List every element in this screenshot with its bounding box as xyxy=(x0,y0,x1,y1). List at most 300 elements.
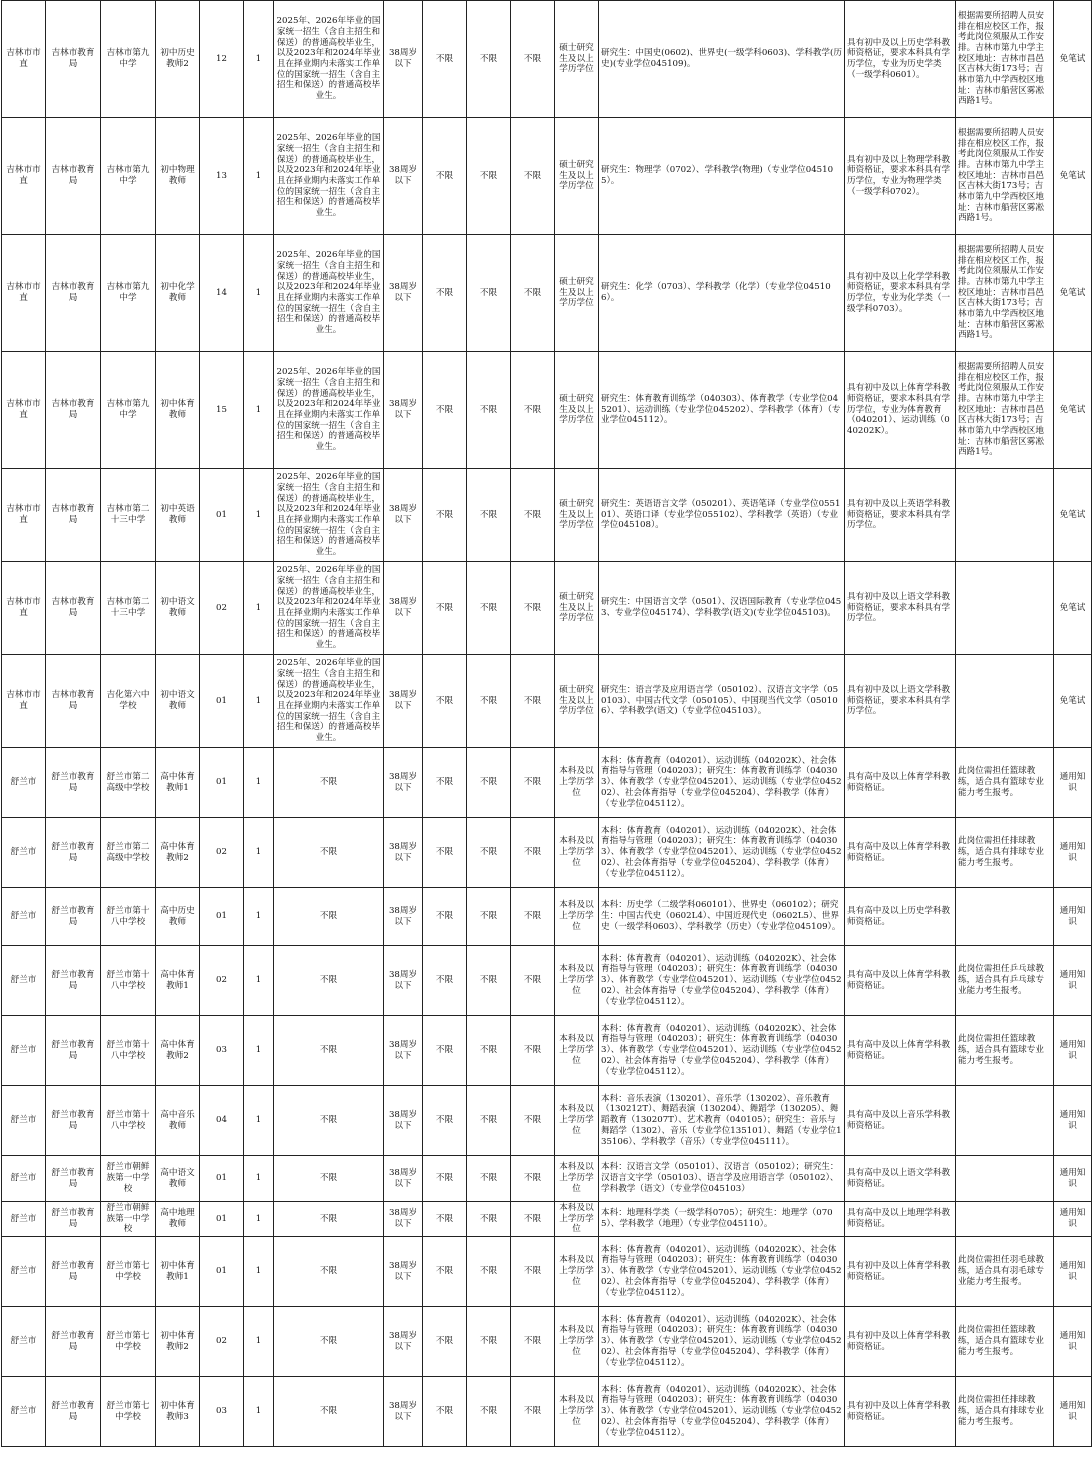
condition-cell: 不限 xyxy=(467,655,511,748)
headcount-cell: 1 xyxy=(244,1307,274,1377)
major-requirements-cell: 本科：历史学（二级学科060101）、世界史（060102）；研究生：中国古代史（0602L4）、中国近现代史（0602L5）、世界史（一级学科0603）、学科教学（历史）（专业学位045109）。 xyxy=(599,888,845,946)
qualification-cell: 具有高中及以上体育学科教师资格证。 xyxy=(845,748,956,818)
region-cell: 舒兰市 xyxy=(2,1086,46,1156)
applicant-scope-cell: 不限 xyxy=(274,748,384,818)
major-requirements-cell: 研究生：物理学（0702）、学科教学(物理)（专业学位045105）。 xyxy=(599,118,845,235)
qualification-cell: 具有高中及以上语文学科教师资格证。 xyxy=(845,1156,956,1202)
age-cell: 38周岁以下 xyxy=(384,888,423,946)
exam-type-cell: 通用知识 xyxy=(1054,1202,1092,1237)
position-code-cell: 01 xyxy=(200,748,244,818)
applicant-scope-cell: 2025年、2026年毕业的国家统一招生（含自主招生和保送）的普通高校毕业生，以及2023年和2024年毕业且在择业期内未落实工作单位的国家统一招生（含自主招生和保送）的普通高校毕业生。 xyxy=(274,655,384,748)
headcount-cell: 1 xyxy=(244,946,274,1016)
remarks-cell: 此岗位需担任篮球教练，适合具有篮球专业能力考生报考。 xyxy=(956,1307,1054,1377)
position-code-cell: 04 xyxy=(200,1086,244,1156)
applicant-scope-cell: 不限 xyxy=(274,1307,384,1377)
major-requirements-cell: 研究生：英语语言文学（050201）、英语笔译（专业学位055101）、英语口译（专业学位055102）、学科教学（英语）（专业学位045108）。 xyxy=(599,469,845,562)
school-cell: 吉化第六中学校 xyxy=(101,655,156,748)
exam-type-cell: 免笔试 xyxy=(1054,1,1092,118)
school-cell: 舒兰市第七中学校 xyxy=(101,1307,156,1377)
age-cell: 38周岁以下 xyxy=(384,1156,423,1202)
table-row xyxy=(2,1307,1092,1377)
region-cell: 舒兰市 xyxy=(2,1202,46,1237)
table-row xyxy=(2,1086,1092,1156)
education-cell: 硕士研究生及以上学历学位 xyxy=(555,118,599,235)
position-cell: 初中体育教师1 xyxy=(156,1237,200,1307)
qualification-cell: 具有初中及以上化学学科教师资格证，要求本科具有学历学位，专业为化学类（一级学科0703）。 xyxy=(845,235,956,352)
school-cell: 吉林市第二十三中学 xyxy=(101,469,156,562)
condition-cell: 不限 xyxy=(511,946,555,1016)
condition-cell: 不限 xyxy=(511,469,555,562)
department-cell: 吉林市教育局 xyxy=(46,352,101,469)
remarks-cell xyxy=(956,1156,1054,1202)
condition-cell: 不限 xyxy=(467,562,511,655)
department-cell: 舒兰市教育局 xyxy=(46,748,101,818)
age-cell: 38周岁以下 xyxy=(384,562,423,655)
condition-cell: 不限 xyxy=(511,118,555,235)
age-cell: 38周岁以下 xyxy=(384,1016,423,1086)
education-cell: 本科及以上学历学位 xyxy=(555,818,599,888)
table-row xyxy=(2,1,1092,118)
education-cell: 本科及以上学历学位 xyxy=(555,1156,599,1202)
department-cell: 舒兰市教育局 xyxy=(46,1377,101,1447)
qualification-cell: 具有初中及以上体育学科教师资格证。 xyxy=(845,1377,956,1447)
school-cell: 舒兰市第十八中学校 xyxy=(101,1086,156,1156)
position-cell: 高中音乐教师 xyxy=(156,1086,200,1156)
condition-cell: 不限 xyxy=(467,1377,511,1447)
age-cell: 38周岁以下 xyxy=(384,352,423,469)
headcount-cell: 1 xyxy=(244,1086,274,1156)
position-cell: 初中体育教师3 xyxy=(156,1377,200,1447)
exam-type-cell: 通用知识 xyxy=(1054,1156,1092,1202)
major-requirements-cell: 研究生：语言学及应用语言学（050102）、汉语言文字学（050103）、中国古代文学（050105）、中国现当代文学（050106）、学科教学(语文)（专业学位045103）。 xyxy=(599,655,845,748)
condition-cell: 不限 xyxy=(423,818,467,888)
department-cell: 舒兰市教育局 xyxy=(46,888,101,946)
table-row xyxy=(2,235,1092,352)
exam-type-cell: 通用知识 xyxy=(1054,946,1092,1016)
education-cell: 本科及以上学历学位 xyxy=(555,1202,599,1237)
region-cell: 舒兰市 xyxy=(2,1377,46,1447)
applicant-scope-cell: 不限 xyxy=(274,1377,384,1447)
condition-cell: 不限 xyxy=(467,888,511,946)
qualification-cell: 具有高中及以上地理学科教师资格证。 xyxy=(845,1202,956,1237)
remarks-cell: 此岗位需担任乒乓球教练，适合具有乒乓球专业能力考生报考。 xyxy=(956,946,1054,1016)
condition-cell: 不限 xyxy=(467,469,511,562)
condition-cell: 不限 xyxy=(467,1237,511,1307)
department-cell: 舒兰市教育局 xyxy=(46,1202,101,1237)
exam-type-cell: 通用知识 xyxy=(1054,888,1092,946)
age-cell: 38周岁以下 xyxy=(384,1086,423,1156)
exam-type-cell: 免笔试 xyxy=(1054,562,1092,655)
applicant-scope-cell: 2025年、2026年毕业的国家统一招生（含自主招生和保送）的普通高校毕业生，以及2023年和2024年毕业且在择业期内未落实工作单位的国家统一招生（含自主招生和保送）的普通高校毕业生。 xyxy=(274,235,384,352)
qualification-cell: 具有初中及以上体育学科教师资格证，要求本科具有学历学位，专业为体育教育（040201）、运动训练（040202K）。 xyxy=(845,352,956,469)
qualification-cell: 具有高中及以上体育学科教师资格证。 xyxy=(845,946,956,1016)
position-code-cell: 01 xyxy=(200,655,244,748)
region-cell: 吉林市市直 xyxy=(2,469,46,562)
major-requirements-cell: 研究生：中国史(0602)、世界史(一级学科0603)、学科教学(历史)(专业学位045109)。 xyxy=(599,1,845,118)
position-cell: 初中体育教师 xyxy=(156,352,200,469)
table-row xyxy=(2,1156,1092,1202)
position-cell: 初中物理教师 xyxy=(156,118,200,235)
table-row xyxy=(2,655,1092,748)
major-requirements-cell: 本科：地理科学类（一级学科0705）；研究生：地理学（0705）、学科教学（地理）（专业学位045110）。 xyxy=(599,1202,845,1237)
headcount-cell: 1 xyxy=(244,655,274,748)
headcount-cell: 1 xyxy=(244,748,274,818)
education-cell: 本科及以上学历学位 xyxy=(555,1377,599,1447)
table-row xyxy=(2,118,1092,235)
table-row xyxy=(2,469,1092,562)
condition-cell: 不限 xyxy=(423,1202,467,1237)
exam-type-cell: 通用知识 xyxy=(1054,818,1092,888)
education-cell: 本科及以上学历学位 xyxy=(555,1307,599,1377)
exam-type-cell: 通用知识 xyxy=(1054,1377,1092,1447)
remarks-cell: 此岗位需担任篮球教练，适合具有篮球专业能力考生报考。 xyxy=(956,748,1054,818)
education-cell: 硕士研究生及以上学历学位 xyxy=(555,352,599,469)
headcount-cell: 1 xyxy=(244,1237,274,1307)
region-cell: 吉林市市直 xyxy=(2,352,46,469)
department-cell: 吉林市教育局 xyxy=(46,655,101,748)
position-code-cell: 02 xyxy=(200,1307,244,1377)
age-cell: 38周岁以下 xyxy=(384,655,423,748)
education-cell: 硕士研究生及以上学历学位 xyxy=(555,235,599,352)
condition-cell: 不限 xyxy=(511,655,555,748)
position-code-cell: 12 xyxy=(200,1,244,118)
remarks-cell xyxy=(956,1202,1054,1237)
school-cell: 舒兰市第十八中学校 xyxy=(101,888,156,946)
age-cell: 38周岁以下 xyxy=(384,118,423,235)
applicant-scope-cell: 不限 xyxy=(274,946,384,1016)
exam-type-cell: 免笔试 xyxy=(1054,469,1092,562)
condition-cell: 不限 xyxy=(511,1202,555,1237)
exam-type-cell: 免笔试 xyxy=(1054,118,1092,235)
region-cell: 舒兰市 xyxy=(2,748,46,818)
position-cell: 初中体育教师2 xyxy=(156,1307,200,1377)
region-cell: 舒兰市 xyxy=(2,818,46,888)
applicant-scope-cell: 2025年、2026年毕业的国家统一招生（含自主招生和保送）的普通高校毕业生，以及2023年和2024年毕业且在择业期内未落实工作单位的国家统一招生（含自主招生和保送）的普通高校毕业生。 xyxy=(274,469,384,562)
remarks-cell: 此岗位需担任排球教练，适合具有排球专业能力考生报考。 xyxy=(956,1377,1054,1447)
condition-cell: 不限 xyxy=(467,118,511,235)
major-requirements-cell: 研究生：中国语言文学（0501）、汉语国际教育（专业学位0453、专业学位045174）、学科教学(语文)(专业学位045103)。 xyxy=(599,562,845,655)
qualification-cell: 具有高中及以上体育学科教师资格证。 xyxy=(845,818,956,888)
applicant-scope-cell: 不限 xyxy=(274,1016,384,1086)
age-cell: 38周岁以下 xyxy=(384,1377,423,1447)
table-row xyxy=(2,562,1092,655)
condition-cell: 不限 xyxy=(423,469,467,562)
remarks-cell: 根据需要所招聘人员安排在相应校区工作，报考此岗位须服从工作安排。吉林市第九中学主校区地址：吉林市昌邑区吉林大街173号；吉林市第九中学西校区地址：吉林市船营区雾凇西路1号。 xyxy=(956,118,1054,235)
qualification-cell: 具有高中及以上历史学科教师资格证。 xyxy=(845,888,956,946)
qualification-cell: 具有初中及以上物理学科教师资格证，要求本科具有学历学位，专业为物理学类（一级学科0702）。 xyxy=(845,118,956,235)
major-requirements-cell: 本科：体育教育（040201）、运动训练（040202K）、社会体育指导与管理（040203）；研究生：体育教育训练学（040303）、体育教学（专业学位045201）、运动训练（专业学位045202）、社会体育指导（专业学位045204）、学科教学（体育）（专业学位045112）。 xyxy=(599,818,845,888)
remarks-cell xyxy=(956,1086,1054,1156)
major-requirements-cell: 本科：音乐表演（130201）、音乐学（130202）、音乐教育（130212T）、舞蹈表演（130204）、舞蹈学（130205）、舞蹈教育（130207T）、艺术教育（040105）；研究生：音乐与舞蹈学（1302）、音乐（专业学位135101）、舞蹈（专业学位135106）、学科教学（音乐）（专业学位045111）。 xyxy=(599,1086,845,1156)
headcount-cell: 1 xyxy=(244,888,274,946)
table-row xyxy=(2,946,1092,1016)
department-cell: 吉林市教育局 xyxy=(46,469,101,562)
school-cell: 舒兰市第二高级中学校 xyxy=(101,748,156,818)
condition-cell: 不限 xyxy=(467,352,511,469)
headcount-cell: 1 xyxy=(244,118,274,235)
condition-cell: 不限 xyxy=(423,946,467,1016)
position-code-cell: 01 xyxy=(200,469,244,562)
headcount-cell: 1 xyxy=(244,1156,274,1202)
region-cell: 舒兰市 xyxy=(2,946,46,1016)
major-requirements-cell: 研究生：化学（0703）、学科教学（化学）（专业学位045106）。 xyxy=(599,235,845,352)
position-code-cell: 02 xyxy=(200,818,244,888)
position-cell: 初中语文教师 xyxy=(156,655,200,748)
condition-cell: 不限 xyxy=(423,1016,467,1086)
table-row xyxy=(2,1237,1092,1307)
position-cell: 初中历史教师2 xyxy=(156,1,200,118)
condition-cell: 不限 xyxy=(511,562,555,655)
department-cell: 舒兰市教育局 xyxy=(46,1086,101,1156)
department-cell: 吉林市教育局 xyxy=(46,1,101,118)
region-cell: 舒兰市 xyxy=(2,1307,46,1377)
condition-cell: 不限 xyxy=(423,1307,467,1377)
education-cell: 本科及以上学历学位 xyxy=(555,1086,599,1156)
condition-cell: 不限 xyxy=(467,946,511,1016)
qualification-cell: 具有初中及以上语文学科教师资格证，要求本科具有学历学位。 xyxy=(845,655,956,748)
major-requirements-cell: 本科：体育教育（040201）、运动训练（040202K）、社会体育指导与管理（040203）；研究生：体育教育训练学（040303）、体育教学（专业学位045201）、运动训练（专业学位045202）、社会体育指导（专业学位045204）、学科教学（体育）（专业学位045112）。 xyxy=(599,1377,845,1447)
region-cell: 舒兰市 xyxy=(2,1156,46,1202)
condition-cell: 不限 xyxy=(423,562,467,655)
department-cell: 舒兰市教育局 xyxy=(46,1016,101,1086)
condition-cell: 不限 xyxy=(467,1202,511,1237)
school-cell: 吉林市第九中学 xyxy=(101,352,156,469)
education-cell: 本科及以上学历学位 xyxy=(555,748,599,818)
position-cell: 高中历史教师 xyxy=(156,888,200,946)
condition-cell: 不限 xyxy=(511,1016,555,1086)
remarks-cell xyxy=(956,469,1054,562)
position-code-cell: 02 xyxy=(200,562,244,655)
headcount-cell: 1 xyxy=(244,1202,274,1237)
condition-cell: 不限 xyxy=(467,235,511,352)
education-cell: 硕士研究生及以上学历学位 xyxy=(555,655,599,748)
position-code-cell: 01 xyxy=(200,1202,244,1237)
remarks-cell xyxy=(956,655,1054,748)
age-cell: 38周岁以下 xyxy=(384,1307,423,1377)
condition-cell: 不限 xyxy=(467,748,511,818)
table-row xyxy=(2,1377,1092,1447)
school-cell: 舒兰市朝鲜族第一中学校 xyxy=(101,1156,156,1202)
remarks-cell: 根据需要所招聘人员安排在相应校区工作，报考此岗位须服从工作安排。吉林市第九中学主校区地址：吉林市昌邑区吉林大街173号；吉林市第九中学西校区地址：吉林市船营区雾凇西路1号。 xyxy=(956,352,1054,469)
qualification-cell: 具有高中及以上体育学科教师资格证。 xyxy=(845,1016,956,1086)
exam-type-cell: 免笔试 xyxy=(1054,235,1092,352)
school-cell: 舒兰市第十八中学校 xyxy=(101,946,156,1016)
headcount-cell: 1 xyxy=(244,1377,274,1447)
condition-cell: 不限 xyxy=(423,118,467,235)
headcount-cell: 1 xyxy=(244,818,274,888)
region-cell: 吉林市市直 xyxy=(2,655,46,748)
school-cell: 舒兰市朝鲜族第一中学校 xyxy=(101,1202,156,1237)
condition-cell: 不限 xyxy=(423,1377,467,1447)
headcount-cell: 1 xyxy=(244,1,274,118)
condition-cell: 不限 xyxy=(511,818,555,888)
applicant-scope-cell: 不限 xyxy=(274,1156,384,1202)
position-cell: 高中体育教师2 xyxy=(156,818,200,888)
exam-type-cell: 通用知识 xyxy=(1054,1016,1092,1086)
condition-cell: 不限 xyxy=(467,818,511,888)
position-cell: 初中英语教师 xyxy=(156,469,200,562)
position-cell: 高中语文教师 xyxy=(156,1156,200,1202)
condition-cell: 不限 xyxy=(511,1237,555,1307)
department-cell: 舒兰市教育局 xyxy=(46,818,101,888)
condition-cell: 不限 xyxy=(511,1,555,118)
department-cell: 吉林市教育局 xyxy=(46,118,101,235)
condition-cell: 不限 xyxy=(511,352,555,469)
condition-cell: 不限 xyxy=(511,235,555,352)
qualification-cell: 具有初中及以上体育学科教师资格证。 xyxy=(845,1237,956,1307)
applicant-scope-cell: 2025年、2026年毕业的国家统一招生（含自主招生和保送）的普通高校毕业生，以及2023年和2024年毕业且在择业期内未落实工作单位的国家统一招生（含自主招生和保送）的普通高校毕业生。 xyxy=(274,352,384,469)
exam-type-cell: 免笔试 xyxy=(1054,352,1092,469)
major-requirements-cell: 本科：体育教育（040201）、运动训练（040202K）、社会体育指导与管理（040203）；研究生：体育教育训练学（040303）、体育教学（专业学位045201）、运动训练（专业学位045202）、社会体育指导（专业学位045204）、学科教学（体育）（专业学位045112）。 xyxy=(599,1307,845,1377)
recruitment-table xyxy=(1,0,1092,1447)
table-row xyxy=(2,748,1092,818)
major-requirements-cell: 研究生：体育教育训练学（040303）、体育教学（专业学位045201）、运动训练（专业学位045202）、学科教学（体育）（专业学位045112）。 xyxy=(599,352,845,469)
exam-type-cell: 通用知识 xyxy=(1054,748,1092,818)
school-cell: 舒兰市第七中学校 xyxy=(101,1377,156,1447)
position-cell: 高中体育教师1 xyxy=(156,748,200,818)
exam-type-cell: 免笔试 xyxy=(1054,655,1092,748)
department-cell: 吉林市教育局 xyxy=(46,235,101,352)
applicant-scope-cell: 2025年、2026年毕业的国家统一招生（含自主招生和保送）的普通高校毕业生，以及2023年和2024年毕业且在择业期内未落实工作单位的国家统一招生（含自主招生和保送）的普通高校毕业生。 xyxy=(274,1,384,118)
region-cell: 吉林市市直 xyxy=(2,118,46,235)
region-cell: 舒兰市 xyxy=(2,888,46,946)
remarks-cell: 根据需要所招聘人员安排在相应校区工作，报考此岗位须服从工作安排。吉林市第九中学主校区地址：吉林市昌邑区吉林大街173号；吉林市第九中学西校区地址：吉林市船营区雾凇西路1号。 xyxy=(956,1,1054,118)
headcount-cell: 1 xyxy=(244,1016,274,1086)
age-cell: 38周岁以下 xyxy=(384,1237,423,1307)
region-cell: 吉林市市直 xyxy=(2,1,46,118)
position-code-cell: 13 xyxy=(200,118,244,235)
education-cell: 硕士研究生及以上学历学位 xyxy=(555,469,599,562)
major-requirements-cell: 本科：汉语言文学（050101）、汉语言（050102）；研究生：汉语言文字学（050103）、语言学及应用语言学（050102）、学科教学（语文）（专业学位045103） xyxy=(599,1156,845,1202)
department-cell: 舒兰市教育局 xyxy=(46,1237,101,1307)
condition-cell: 不限 xyxy=(423,655,467,748)
condition-cell: 不限 xyxy=(511,1377,555,1447)
condition-cell: 不限 xyxy=(423,235,467,352)
qualification-cell: 具有初中及以上语文学科教师资格证，要求本科具有学历学位。 xyxy=(845,562,956,655)
region-cell: 吉林市市直 xyxy=(2,235,46,352)
applicant-scope-cell: 不限 xyxy=(274,888,384,946)
school-cell: 吉林市第二十三中学 xyxy=(101,562,156,655)
position-cell: 初中化学教师 xyxy=(156,235,200,352)
qualification-cell: 具有初中及以上历史学科教师资格证，要求本科具有学历学位，专业为历史学类（一级学科0601）。 xyxy=(845,1,956,118)
major-requirements-cell: 本科：体育教育（040201）、运动训练（040202K）、社会体育指导与管理（040203）；研究生：体育教育训练学（040303）、体育教学（专业学位045201）、运动训练（专业学位045202）、社会体育指导（专业学位045204）、学科教学（体育）（专业学位045112）。 xyxy=(599,1237,845,1307)
table-body xyxy=(2,1,1092,1447)
condition-cell: 不限 xyxy=(511,1086,555,1156)
education-cell: 本科及以上学历学位 xyxy=(555,1237,599,1307)
position-code-cell: 03 xyxy=(200,1016,244,1086)
major-requirements-cell: 本科：体育教育（040201）、运动训练（040202K）、社会体育指导与管理（040203）；研究生：体育教育训练学（040303）、体育教学（专业学位045201）、运动训练（专业学位045202）、社会体育指导（专业学位045204）、学科教学（体育）（专业学位045112）。 xyxy=(599,748,845,818)
exam-type-cell: 通用知识 xyxy=(1054,1307,1092,1377)
exam-type-cell: 通用知识 xyxy=(1054,1086,1092,1156)
condition-cell: 不限 xyxy=(511,748,555,818)
school-cell: 吉林市第九中学 xyxy=(101,235,156,352)
region-cell: 舒兰市 xyxy=(2,1237,46,1307)
table-row xyxy=(2,1016,1092,1086)
condition-cell: 不限 xyxy=(423,1,467,118)
position-code-cell: 02 xyxy=(200,946,244,1016)
exam-type-cell: 通用知识 xyxy=(1054,1237,1092,1307)
remarks-cell: 此岗位需担任篮球教练，适合具有篮球专业能力考生报考。 xyxy=(956,1016,1054,1086)
applicant-scope-cell: 不限 xyxy=(274,1237,384,1307)
position-code-cell: 14 xyxy=(200,235,244,352)
school-cell: 吉林市第九中学 xyxy=(101,118,156,235)
department-cell: 舒兰市教育局 xyxy=(46,946,101,1016)
condition-cell: 不限 xyxy=(511,1307,555,1377)
region-cell: 舒兰市 xyxy=(2,1016,46,1086)
condition-cell: 不限 xyxy=(467,1016,511,1086)
applicant-scope-cell: 不限 xyxy=(274,1202,384,1237)
condition-cell: 不限 xyxy=(467,1,511,118)
remarks-cell xyxy=(956,562,1054,655)
education-cell: 本科及以上学历学位 xyxy=(555,946,599,1016)
position-cell: 高中地理教师 xyxy=(156,1202,200,1237)
remarks-cell xyxy=(956,888,1054,946)
headcount-cell: 1 xyxy=(244,562,274,655)
major-requirements-cell: 本科：体育教育（040201）、运动训练（040202K）、社会体育指导与管理（040203）；研究生：体育教育训练学（040303）、体育教学（专业学位045201）、运动训练（专业学位045202）、社会体育指导（专业学位045204）、学科教学（体育）（专业学位045112）。 xyxy=(599,1016,845,1086)
major-requirements-cell: 本科：体育教育（040201）、运动训练（040202K）、社会体育指导与管理（040203）；研究生：体育教育训练学（040303）、体育教学（专业学位045201）、运动训练（专业学位045202）、社会体育指导（专业学位045204）、学科教学（体育）（专业学位045112）。 xyxy=(599,946,845,1016)
remarks-cell: 根据需要所招聘人员安排在相应校区工作，报考此岗位须服从工作安排。吉林市第九中学主校区地址：吉林市昌邑区吉林大街173号；吉林市第九中学西校区地址：吉林市船营区雾凇西路1号。 xyxy=(956,235,1054,352)
school-cell: 舒兰市第十八中学校 xyxy=(101,1016,156,1086)
condition-cell: 不限 xyxy=(467,1307,511,1377)
position-code-cell: 01 xyxy=(200,1237,244,1307)
headcount-cell: 1 xyxy=(244,352,274,469)
qualification-cell: 具有初中及以上体育学科教师资格证。 xyxy=(845,1307,956,1377)
department-cell: 吉林市教育局 xyxy=(46,562,101,655)
age-cell: 38周岁以下 xyxy=(384,1,423,118)
applicant-scope-cell: 2025年、2026年毕业的国家统一招生（含自主招生和保送）的普通高校毕业生，以及2023年和2024年毕业且在择业期内未落实工作单位的国家统一招生（含自主招生和保送）的普通高校毕业生。 xyxy=(274,118,384,235)
age-cell: 38周岁以下 xyxy=(384,748,423,818)
condition-cell: 不限 xyxy=(467,1156,511,1202)
condition-cell: 不限 xyxy=(511,888,555,946)
applicant-scope-cell: 不限 xyxy=(274,818,384,888)
headcount-cell: 1 xyxy=(244,235,274,352)
department-cell: 舒兰市教育局 xyxy=(46,1307,101,1377)
condition-cell: 不限 xyxy=(423,1086,467,1156)
position-cell: 高中体育教师2 xyxy=(156,1016,200,1086)
age-cell: 38周岁以下 xyxy=(384,469,423,562)
position-cell: 初中语文教师 xyxy=(156,562,200,655)
qualification-cell: 具有初中及以上英语学科教师资格证，要求本科具有学历学位。 xyxy=(845,469,956,562)
department-cell: 舒兰市教育局 xyxy=(46,1156,101,1202)
headcount-cell: 1 xyxy=(244,469,274,562)
condition-cell: 不限 xyxy=(423,748,467,818)
table-row xyxy=(2,888,1092,946)
table-row xyxy=(2,818,1092,888)
remarks-cell: 此岗位需担任羽毛球教练，适合具有羽毛球专业能力考生报考。 xyxy=(956,1237,1054,1307)
position-code-cell: 03 xyxy=(200,1377,244,1447)
education-cell: 本科及以上学历学位 xyxy=(555,888,599,946)
school-cell: 吉林市第九中学 xyxy=(101,1,156,118)
applicant-scope-cell: 不限 xyxy=(274,1086,384,1156)
position-code-cell: 01 xyxy=(200,1156,244,1202)
school-cell: 舒兰市第七中学校 xyxy=(101,1237,156,1307)
position-code-cell: 15 xyxy=(200,352,244,469)
condition-cell: 不限 xyxy=(423,352,467,469)
education-cell: 硕士研究生及以上学历学位 xyxy=(555,1,599,118)
qualification-cell: 具有高中及以上音乐学科教师资格证。 xyxy=(845,1086,956,1156)
age-cell: 38周岁以下 xyxy=(384,235,423,352)
age-cell: 38周岁以下 xyxy=(384,946,423,1016)
region-cell: 吉林市市直 xyxy=(2,562,46,655)
school-cell: 舒兰市第二高级中学校 xyxy=(101,818,156,888)
education-cell: 硕士研究生及以上学历学位 xyxy=(555,562,599,655)
position-cell: 高中体育教师1 xyxy=(156,946,200,1016)
condition-cell: 不限 xyxy=(423,888,467,946)
condition-cell: 不限 xyxy=(511,1156,555,1202)
table-row xyxy=(2,1202,1092,1237)
applicant-scope-cell: 2025年、2026年毕业的国家统一招生（含自主招生和保送）的普通高校毕业生，以及2023年和2024年毕业且在择业期内未落实工作单位的国家统一招生（含自主招生和保送）的普通高校毕业生。 xyxy=(274,562,384,655)
table-row xyxy=(2,352,1092,469)
